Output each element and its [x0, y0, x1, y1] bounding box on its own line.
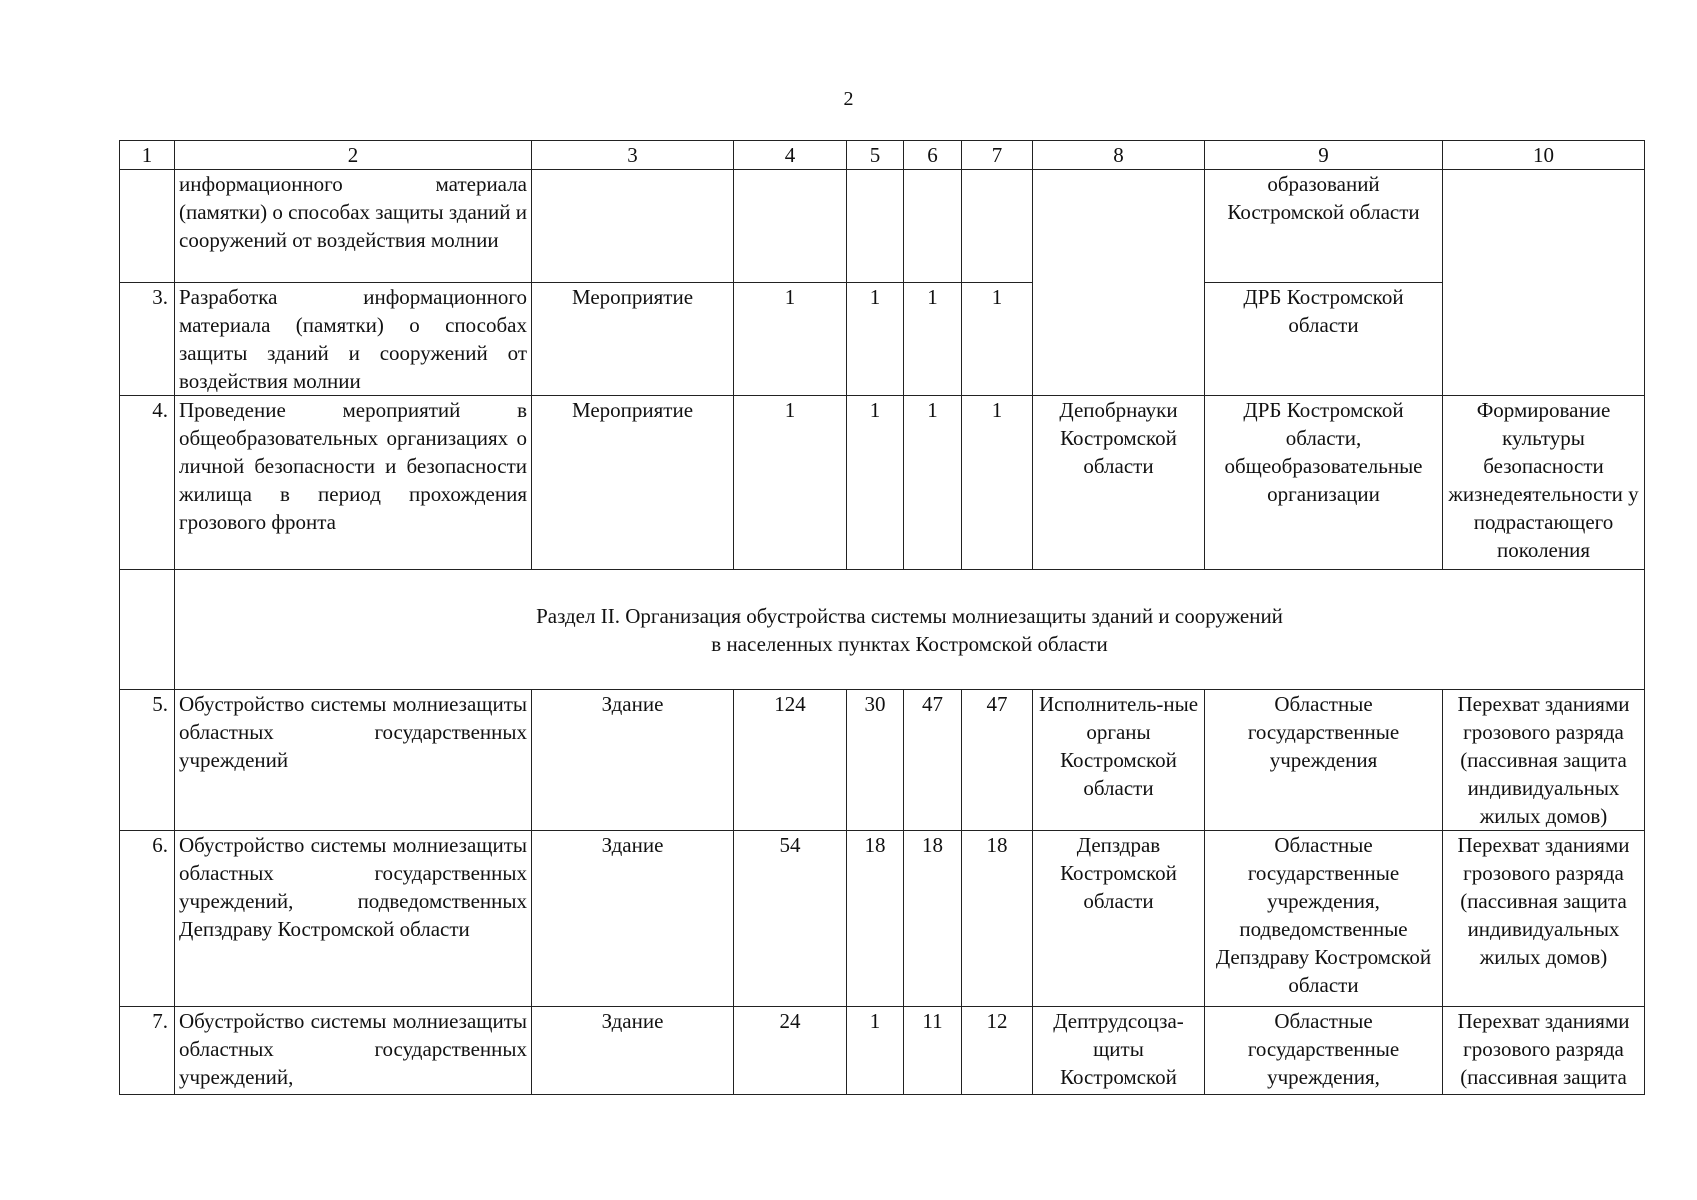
value-col6: 11 — [904, 1007, 962, 1095]
section-title-line2: в населенных пунктах Костромской области — [711, 631, 1108, 656]
row-number — [120, 570, 175, 690]
executor: Исполнитель-ные органы Костромской области — [1033, 690, 1205, 831]
measure-name: Проведение мероприятий в общеобразовательных организациях о личной безопасности и безопасности жилища в период прохождения грозового фронта — [175, 396, 532, 570]
value-col7: 18 — [962, 831, 1033, 1007]
section-row — [120, 570, 1645, 690]
executor: Депздрав Костромской области — [1033, 831, 1205, 1007]
column-number: 3 — [532, 141, 734, 170]
responsible: ДРБ Костромской области, общеобразовательные организации — [1205, 396, 1443, 570]
value-col4: 1 — [734, 396, 847, 570]
responsible: Областные государственные учреждения — [1205, 690, 1443, 831]
result: Перехват зданиями грозового разряда (пассивная защита индивидуальных жилых домов) — [1443, 831, 1645, 1007]
executor: Дептрудсоцза-щиты Костромской — [1033, 1007, 1205, 1095]
column-number: 6 — [904, 141, 962, 170]
unit: Здание — [532, 690, 734, 831]
table-row — [120, 283, 1645, 396]
value-col6: 1 — [904, 283, 962, 396]
value-col5: 18 — [847, 831, 904, 1007]
measure-name: Разработка информационного материала (памятки) о способах защиты зданий и сооружений от воздействия молнии — [175, 283, 532, 396]
row-number: 6. — [120, 831, 175, 1007]
result — [1443, 170, 1645, 396]
row-number: 4. — [120, 396, 175, 570]
section-title-line1: Раздел II. Организация обустройства системы молниезащиты зданий и сооружений — [536, 603, 1283, 628]
value-col4: 54 — [734, 831, 847, 1007]
responsible: ДРБ Костромской области — [1205, 283, 1443, 396]
column-number: 4 — [734, 141, 847, 170]
section-title — [175, 570, 1645, 690]
column-number: 10 — [1443, 141, 1645, 170]
table-row — [120, 831, 1645, 1007]
result: Перехват зданиями грозового разряда (пассивная защита индивидуальных жилых домов) — [1443, 690, 1645, 831]
column-number: 8 — [1033, 141, 1205, 170]
value-col7: 47 — [962, 690, 1033, 831]
table-row — [120, 690, 1645, 831]
table-row — [120, 170, 1645, 283]
value-col4: 1 — [734, 283, 847, 396]
result: Формирование культуры безопасности жизнедеятельности у подрастающего поколения — [1443, 396, 1645, 570]
unit — [532, 170, 734, 283]
column-number: 2 — [175, 141, 532, 170]
value-col7: 12 — [962, 1007, 1033, 1095]
value-col5 — [847, 170, 904, 283]
measure-name: информационного материала (памятки) о способах защиты зданий и сооружений от воздействия молнии — [175, 170, 532, 283]
column-number: 1 — [120, 141, 175, 170]
value-col4 — [734, 170, 847, 283]
row-number: 5. — [120, 690, 175, 831]
value-col4: 124 — [734, 690, 847, 831]
measure-name: Обустройство системы молниезащиты областных государственных учреждений, подведомственных Депздраву Костромской области — [175, 831, 532, 1007]
value-col7: 1 — [962, 283, 1033, 396]
responsible: образований Костромской области — [1205, 170, 1443, 283]
executor: Депобрнауки Костромской области — [1033, 396, 1205, 570]
responsible: Областные государственные учреждения, подведомственные Депздраву Костромской области — [1205, 831, 1443, 1007]
value-col5: 1 — [847, 396, 904, 570]
unit: Здание — [532, 1007, 734, 1095]
responsible: Областные государственные учреждения, — [1205, 1007, 1443, 1095]
unit: Мероприятие — [532, 396, 734, 570]
value-col7 — [962, 170, 1033, 283]
measure-name: Обустройство системы молниезащиты областных государственных учреждений — [175, 690, 532, 831]
page-number: 2 — [843, 88, 854, 110]
executor — [1033, 170, 1205, 396]
column-number: 5 — [847, 141, 904, 170]
column-number-row — [120, 141, 1645, 170]
row-number: 7. — [120, 1007, 175, 1095]
unit: Мероприятие — [532, 283, 734, 396]
value-col6: 47 — [904, 690, 962, 831]
value-col6 — [904, 170, 962, 283]
table-row — [120, 1007, 1645, 1095]
row-number: 3. — [120, 283, 175, 396]
column-number: 7 — [962, 141, 1033, 170]
row-number — [120, 170, 175, 283]
measure-name: Обустройство системы молниезащиты областных государственных учреждений, — [175, 1007, 532, 1095]
value-col5: 1 — [847, 283, 904, 396]
table-row — [120, 396, 1645, 570]
unit: Здание — [532, 831, 734, 1007]
measures-table — [119, 140, 1645, 1095]
value-col6: 18 — [904, 831, 962, 1007]
value-col7: 1 — [962, 396, 1033, 570]
value-col4: 24 — [734, 1007, 847, 1095]
value-col5: 30 — [847, 690, 904, 831]
column-number: 9 — [1205, 141, 1443, 170]
result: Перехват зданиями грозового разряда (пассивная защита — [1443, 1007, 1645, 1095]
value-col5: 1 — [847, 1007, 904, 1095]
value-col6: 1 — [904, 396, 962, 570]
